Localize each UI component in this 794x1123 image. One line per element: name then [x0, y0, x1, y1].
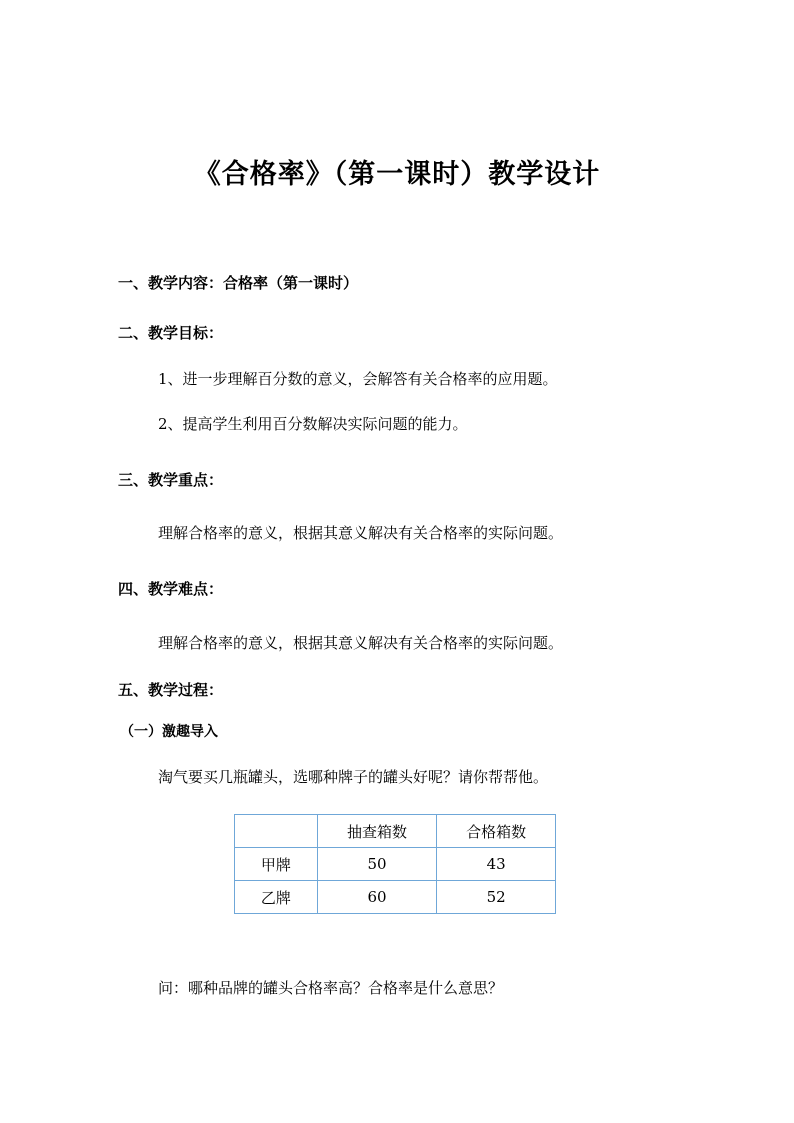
goal-item: 2、提高学生利用百分数解决实际问题的能力。: [158, 415, 468, 433]
keypoint-text: 理解合格率的意义，根据其意义解决有关合格率的实际问题。: [158, 524, 564, 542]
table-cell: 52: [437, 881, 556, 914]
section-heading-difficulties: 四、教学难点：: [118, 580, 224, 598]
section-heading-goals: 二、教学目标：: [118, 324, 224, 342]
page-title: 《合格率》（第一课时）教学设计: [193, 159, 601, 190]
section-heading-content: 一、教学内容：合格率（第一课时）: [118, 274, 359, 292]
goal-item: 1、进一步理解百分数的意义，会解答有关合格率的应用题。: [158, 370, 558, 388]
section-heading-keypoints: 三、教学重点：: [118, 471, 224, 489]
table-cell: 甲牌: [235, 848, 318, 881]
table-header-cell: [235, 815, 318, 848]
table-header-cell: 合格箱数: [437, 815, 556, 848]
table-header-row: [235, 815, 556, 848]
table-cell: 60: [317, 881, 437, 914]
data-table: [234, 814, 556, 914]
difficulty-text: 理解合格率的意义，根据其意义解决有关合格率的实际问题。: [158, 634, 564, 652]
question-text: 问：哪种品牌的罐头合格率高？合格率是什么意思？: [158, 979, 504, 997]
table-cell: 43: [437, 848, 556, 881]
table-cell: 乙牌: [235, 881, 318, 914]
section-heading-process: 五、教学过程：: [118, 681, 224, 699]
table-row: [235, 881, 556, 914]
table-cell: 50: [317, 848, 437, 881]
table-header-cell: 抽查箱数: [317, 815, 437, 848]
subsection-heading: （一）激趣导入: [120, 724, 218, 740]
intro-text: 淘气要买几瓶罐头，选哪种牌子的罐头好呢？请你帮帮他。: [158, 768, 549, 786]
table-row: [235, 848, 556, 881]
